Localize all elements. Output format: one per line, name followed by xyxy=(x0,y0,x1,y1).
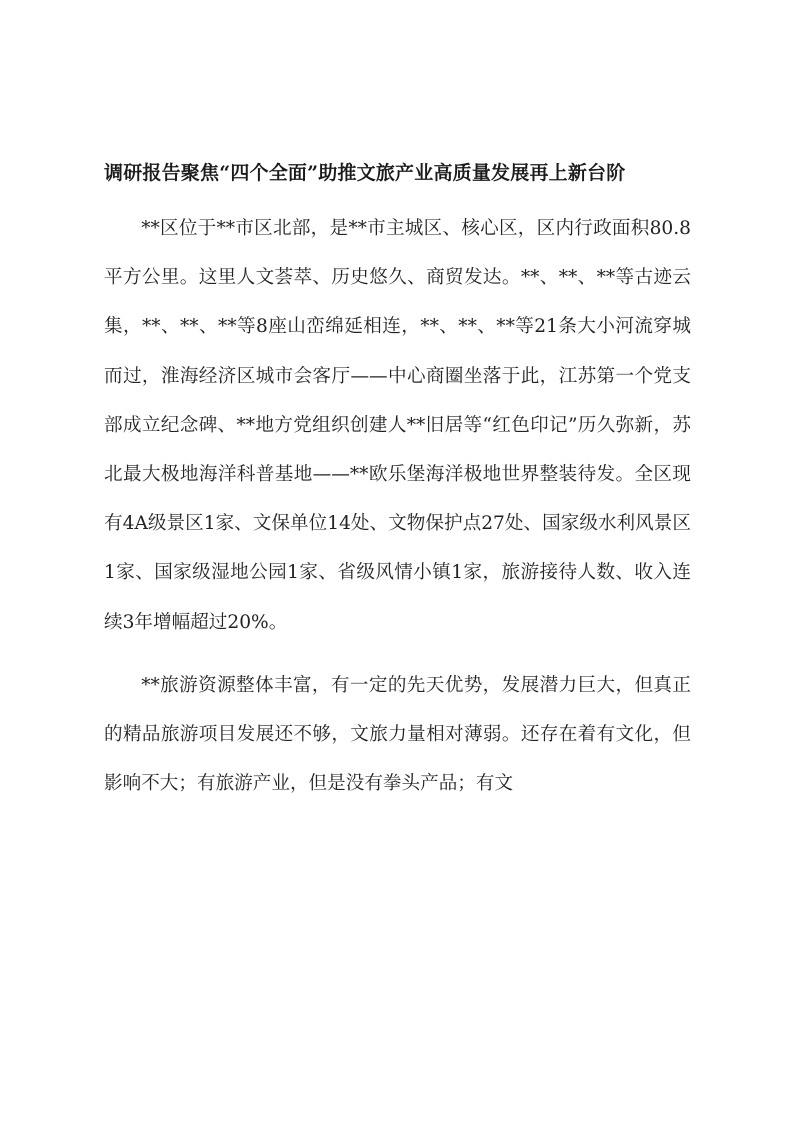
document-body xyxy=(104,150,691,808)
document-title: 调研报告聚焦“四个全面”助推文旅产业高质量发展再上新台阶 xyxy=(104,162,626,184)
paragraph-district-overview: **区位于**市区北部，是**市主城区、核心区，区内行政面积80.8平方公里。这里人文荟萃、历史悠久、商贸发达。**、**、**等古迹云集，**、**、**等8座山峦绵延相连，**、**、**等21条大小河流穿城而过，淮海经济区城市会客厅——中心商圈坐落于此，江苏第一个党支部成立纪念碑、**地方党组织创建人**旧居等“红色印记”历久弥新，苏北最大极地海洋科普基地——**欧乐堡海洋极地世界整装待发。全区现有4A级景区1家、文保单位14处、文物保护点27处、国家级水利风景区1家、国家级湿地公园1家、省级风情小镇1家，旅游接待人数、收入连续3年增幅超过20%。 xyxy=(104,218,691,633)
paragraph-tourism-resources: **旅游资源整体丰富，有一定的先天优势，发展潜力巨大，但真正的精品旅游项目发展还不够，文旅力量相对薄弱。还存在着有文化，但影响不大；有旅游产业，但是没有拳头产品；有文 xyxy=(104,674,691,795)
